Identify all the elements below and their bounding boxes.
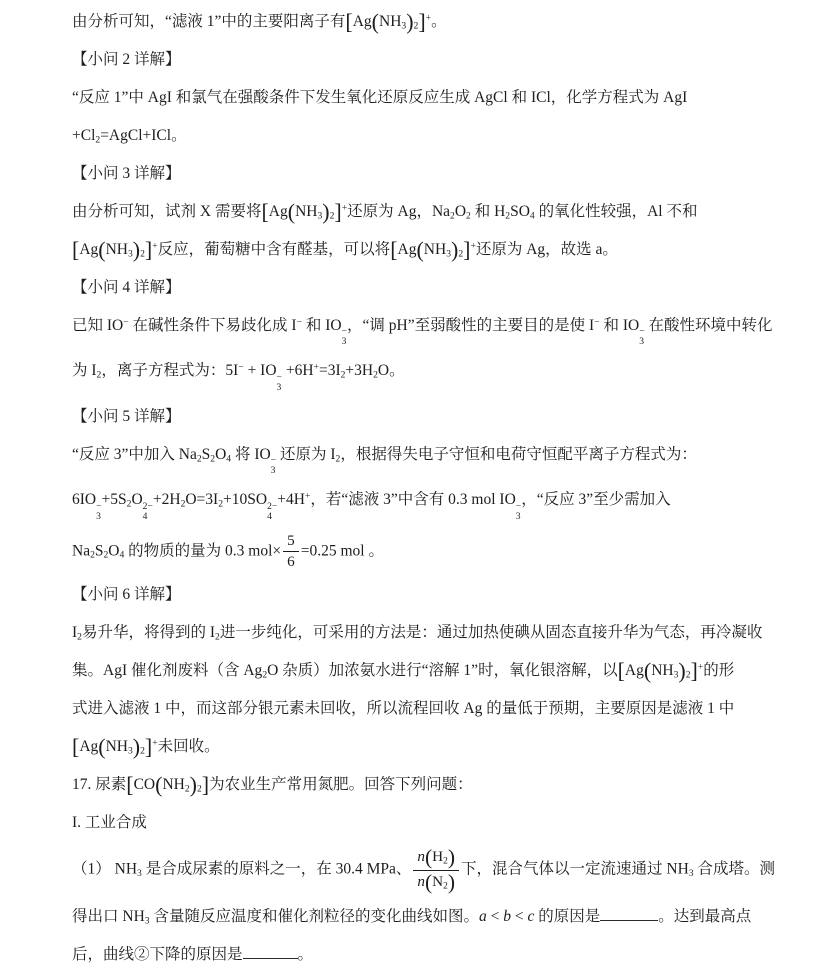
answer-blank bbox=[243, 944, 298, 960]
tall-bracket: [ bbox=[126, 772, 134, 798]
tall-bracket: ] bbox=[144, 734, 153, 760]
question-17-1-line1: （1） $NH_3$ 是合成尿素的原料之一，在 30.4 MPa、 $\frac{n(H_2)}{n(N_2)}$ 下，混合气体以一定流速通过 $NH_3$ 合成塔。测 bbox=[72, 845, 775, 894]
tall-bracket: ( bbox=[287, 199, 296, 225]
tall-bracket: ( bbox=[416, 237, 424, 263]
tall-bracket: ( bbox=[98, 237, 106, 263]
tall-bracket: ) bbox=[450, 237, 459, 263]
para-reaction3-line2: 6IO − 3 $+5S_2O$ 2− 4 $+2H_2O=3I_2+10SO$ 2− 4 +4H+，若“滤液 3”中含有 0.3 mol IO − 3 ，“反应 3”至少需加入 bbox=[72, 491, 671, 522]
heading-subquestion-4: 【小问 4 详解】 bbox=[72, 279, 181, 296]
tall-bracket: ] bbox=[201, 772, 210, 798]
stacked-charge-subscript: − 3 bbox=[639, 326, 645, 348]
tall-bracket: [ bbox=[72, 237, 80, 263]
tall-bracket: ( bbox=[155, 772, 163, 798]
para-sublimation-line3: 式进入滤液 1 中，而这部分银元素未回收，所以流程回收 Ag 的量低于预期，主要原因是滤液 1 中 bbox=[72, 700, 735, 718]
tall-bracket: ( bbox=[371, 9, 379, 35]
tall-bracket: [ bbox=[261, 199, 269, 225]
tall-bracket: ) bbox=[447, 869, 455, 894]
tall-bracket: ) bbox=[447, 845, 455, 870]
para-reaction3-line1: “反应 3”中加入 $Na_2S_2O_4$ 将 IO − 3 还原为 $I_2$，根据得失电子守恒和电荷守恒配平离子方程式为： bbox=[72, 445, 697, 477]
document-content bbox=[72, 8, 776, 969]
tall-bracket: ) bbox=[189, 772, 197, 798]
tall-bracket: [ bbox=[390, 237, 398, 263]
tall-bracket: [ bbox=[617, 658, 625, 684]
stacked-charge-subscript: − 3 bbox=[341, 326, 348, 348]
tall-bracket: ( bbox=[424, 869, 433, 894]
stacked-charge-subscript: − 3 bbox=[276, 371, 282, 393]
tall-bracket: ( bbox=[424, 845, 433, 870]
para-ph-line2: 为 $I_2$，离子方程式为：5I− + IO − 3 $+6H^+=3I_2+3H_2O$。 bbox=[72, 362, 405, 393]
heading-subquestion-2: 【小问 2 详解】 bbox=[72, 51, 181, 68]
para-reagent-x-line2: $[Ag(NH_3)_2]^+$反应，葡萄糖中含有醛基，可以将$[Ag(NH_3)_2]^+$还原为 Ag，故选 a。 bbox=[72, 237, 618, 263]
para-sublimation-line4: $[Ag(NH_3)_2]^+$未回收。 bbox=[72, 734, 220, 760]
para-sublimation-line1: $I_2$易升华，将得到的 $I_2$进一步纯化，可采用的方法是：通过加热使碘从固态直接升华为气态，再冷凝收 bbox=[72, 624, 763, 643]
tall-bracket: ( bbox=[98, 734, 106, 760]
fraction: $\frac{n(H_2)}{n(N_2)}$ bbox=[413, 847, 459, 893]
stacked-charge-subscript: 2− 4 bbox=[267, 500, 278, 522]
tall-bracket: ] bbox=[690, 658, 698, 684]
stacked-charge-subscript: − 3 bbox=[96, 500, 102, 522]
tall-bracket: ] bbox=[144, 237, 153, 263]
para-reagent-x-line1: 由分析可知，试剂 X 需要将$[Ag(NH_3)_2]^+$还原为 Ag，$Na_2O_2$ 和 $H_2SO_4$ 的氧化性较强，Al 不和 bbox=[72, 199, 698, 225]
tall-bracket: ) bbox=[132, 734, 141, 760]
tall-bracket: ) bbox=[678, 658, 686, 684]
para-reaction1-line1: “反应 1”中 AgI 和氯气在强酸条件下发生氧化还原反应生成 AgCl 和 ICl，化学方程式为 AgI bbox=[72, 89, 688, 106]
stacked-charge-subscript: − 3 bbox=[270, 455, 277, 477]
para-sublimation-line2: 集。AgI 催化剂废料（含 $Ag_2O$ 杂质）加浓氨水进行“溶解 1”时，氧化银溶解，以$[Ag(NH_3)_2]^+$的形 bbox=[72, 658, 735, 684]
answer-blank bbox=[600, 906, 658, 922]
tall-bracket: ] bbox=[334, 199, 342, 225]
section-industrial-synthesis: I. 工业合成 bbox=[72, 814, 147, 832]
heading-subquestion-6: 【小问 6 详解】 bbox=[72, 586, 181, 604]
question-17-1-line3: 后，曲线②下降的原因是 。 bbox=[72, 941, 776, 969]
heading-subquestion-5: 【小问 5 详解】 bbox=[72, 407, 181, 425]
question-17-1-line2: 得出口 $NH_3$ 含量随反应温度和催化剂粒径的变化曲线如图。a < b < c 的原因是 。达到最高点 bbox=[72, 903, 776, 931]
tall-bracket: ] bbox=[418, 9, 426, 35]
para-reaction3-line3: $Na_2S_2O_4$ 的物质的量为 0.3 mol× $\frac{5}{6}$ =0.25 mol 。 bbox=[72, 531, 384, 571]
stacked-charge-subscript: − 3 bbox=[515, 500, 522, 522]
tall-bracket: [ bbox=[345, 9, 353, 35]
stacked-charge-subscript: 2− 4 bbox=[142, 500, 153, 522]
tall-bracket: ] bbox=[463, 237, 471, 263]
fraction: $\frac{5}{6}$ bbox=[283, 532, 299, 571]
para-filtrate-cation: 由分析可知，“滤液 1”中的主要阳离子有$[Ag(NH_3)_2]^+$。 bbox=[72, 9, 447, 35]
question-17-stem: 17. 尿素$[CO(NH_2)_2]$为农业生产常用氮肥。回答下列问题： bbox=[72, 772, 473, 798]
tall-bracket: ) bbox=[132, 237, 141, 263]
tall-bracket: ) bbox=[406, 9, 414, 35]
tall-bracket: ( bbox=[643, 658, 652, 684]
para-reaction1-line2: $+Cl_2=AgCl+ICl$。 bbox=[72, 127, 187, 146]
para-ph-line1: 已知 IO− 在碱性条件下易歧化成 I− 和 IO − 3 ，“调 pH”至弱酸性的主要目的是使 I− 和 IO − 3 在酸性环境中转化 bbox=[72, 316, 773, 348]
tall-bracket: ) bbox=[322, 199, 330, 225]
tall-bracket: [ bbox=[72, 734, 80, 760]
heading-subquestion-3: 【小问 3 详解】 bbox=[72, 165, 181, 182]
